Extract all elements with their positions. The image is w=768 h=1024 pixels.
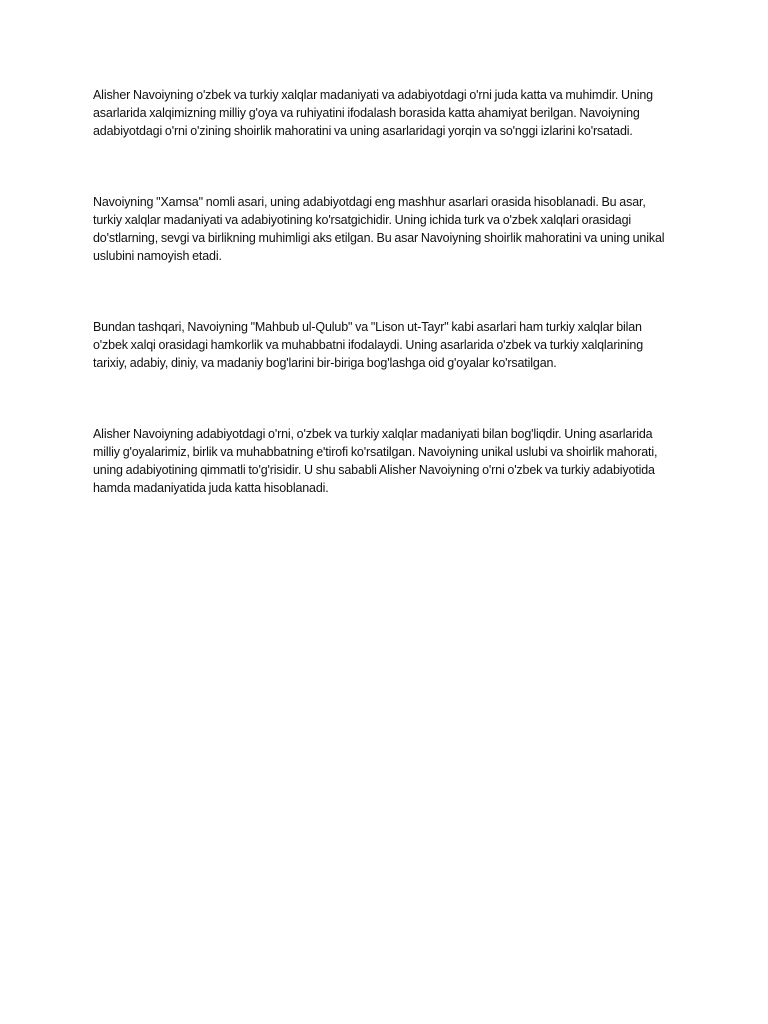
paragraph-3: Bundan tashqari, Navoiyning "Mahbub ul-Qulub" va "Lison ut-Tayr" kabi asarlari ham turkiy xalqlar bilan o'zbek xalqi orasidagi hamkorlik va muhabbatni ifodalaydi. Uning asarlarida o'zbek va turkiy xalqlarining tarixiy, adabiy, diniy, va madaniy bog'larini bir-biriga bog'lashga oid g'oyalar ko'rsatilgan. <box>93 320 643 370</box>
paragraph-1: Alisher Navoiyning o'zbek va turkiy xalqlar madaniyati va adabiyotdagi o'rni juda katta va muhimdir. Uning asarlarida xalqimizning milliy g'oya va ruhiyatini ifodalash borasida katta ahamiyat berilgan. Navoiyning adabiyotdagi o'rni o'zining shoirlik mahoratini va uning asarlaridagi yorqin va so'nggi izlarini ko'rsatadi. <box>93 88 653 138</box>
paragraph-4: Alisher Navoiyning adabiyotdagi o'rni, o'zbek va turkiy xalqlar madaniyati bilan bog'liqdir. Uning asarlarida milliy g'oyalarimiz, birlik va muhabbatning e'tirofi ko'rsatilgan. Navoiyning unikal uslubi va shoirlik mahorati, uning adabiyotining qimmatli to'g'risidir. U shu sababli Alisher Navoiyning o'rni o'zbek va turkiy adabiyotida hamda madaniyatida juda katta hisoblanadi. <box>93 427 658 495</box>
paragraph-2: Navoiyning "Xamsa" nomli asari, uning adabiyotdagi eng mashhur asarlari orasida hisoblanadi. Bu asar, turkiy xalqlar madaniyati va adabiyotining ko'rsatgichidir. Uning ichida turk va o'zbek xalqlari orasidagi do'stlarning, sevgi va birlikning muhimligi aks etilgan. Bu asar Navoiyning shoirlik mahoratini va uning unikal uslubini namoyish etadi. <box>93 195 665 263</box>
